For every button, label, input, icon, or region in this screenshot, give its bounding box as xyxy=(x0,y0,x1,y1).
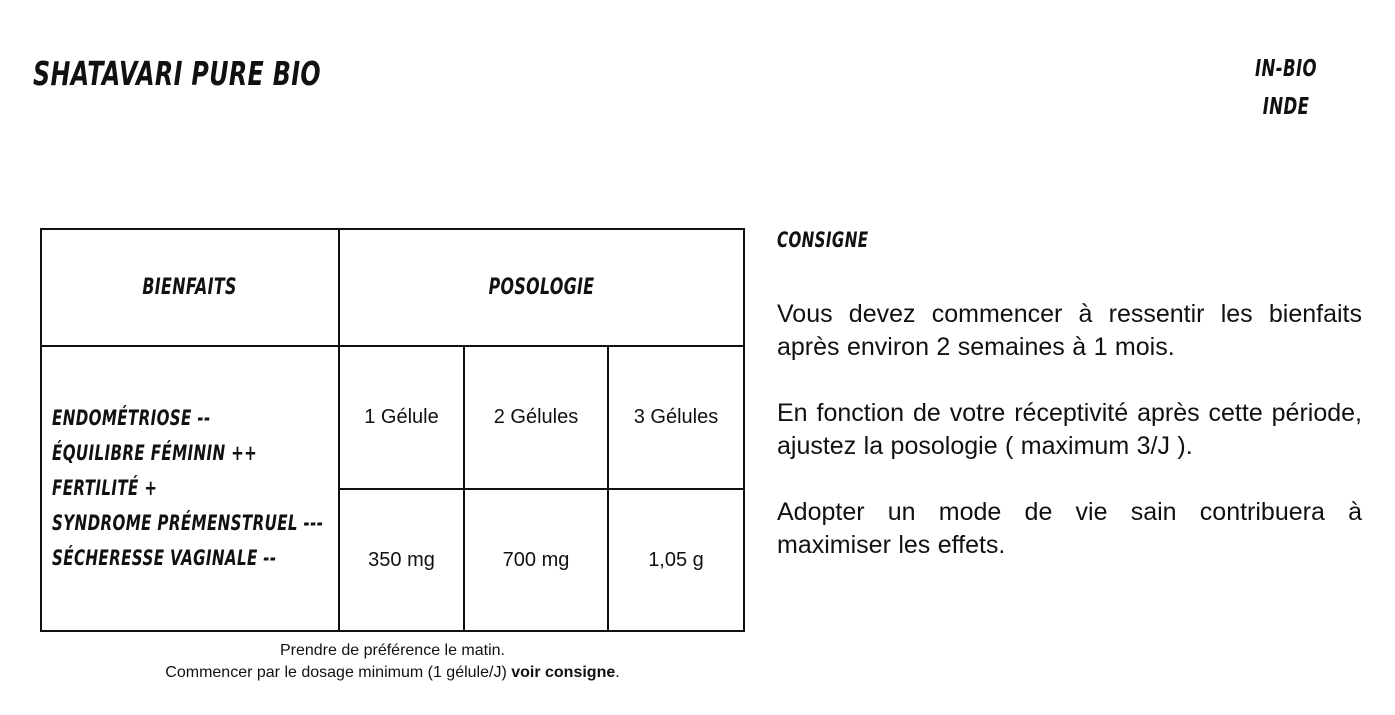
benefit-item: ÉQUILIBRE FÉMININ ++ xyxy=(52,441,258,465)
product-title: SHATAVARI PURE BIO xyxy=(33,54,321,93)
see-instructions-link: voir consigne xyxy=(511,664,616,681)
capsule-count: 1 Gélule xyxy=(364,406,439,428)
header-dosage: POSOLOGIE xyxy=(488,275,595,300)
footnote-line-1: Prendre de préférence le matin. xyxy=(279,642,505,659)
capsule-cell-2 xyxy=(465,347,609,490)
benefit-item: SÉCHERESSE VAGINALE -- xyxy=(52,546,277,570)
instructions-paragraph: Vous devez commencer à ressentir les bienfaits après environ 2 semaines à 1 mois. xyxy=(777,300,1362,361)
capsule-cell-1 xyxy=(340,347,465,490)
capsule-count: 3 Gélules xyxy=(633,406,719,428)
footnote-text: Commencer par le dosage minimum (1 gélule/J) xyxy=(165,664,507,681)
header-benefits-cell xyxy=(42,230,340,347)
amount-value: 700 mg xyxy=(502,548,570,571)
footnote-period: . xyxy=(615,664,620,681)
capsule-cell-3 xyxy=(609,347,743,490)
benefits-cell xyxy=(42,347,340,630)
brand-label: IN-BIO xyxy=(1255,56,1317,82)
header-benefits: BIENFAITS xyxy=(142,275,238,300)
amount-value: 350 mg xyxy=(368,548,435,571)
amount-cell-1 xyxy=(340,490,465,630)
instructions-title: CONSIGNE xyxy=(777,228,869,252)
instructions-paragraph: Adopter un mode de vie sain contribuera à maximiser les effets. xyxy=(777,498,1362,559)
benefit-item: SYNDROME PRÉMENSTRUEL --- xyxy=(52,511,324,535)
benefit-item: FERTILITÉ + xyxy=(52,476,158,500)
origin-country: INDE xyxy=(1262,94,1310,120)
footnote-line-2 xyxy=(40,662,745,684)
footnote xyxy=(40,640,745,684)
amount-cell-2 xyxy=(465,490,609,630)
dosage-table xyxy=(40,228,745,632)
instructions-body xyxy=(777,298,1362,595)
benefit-item: ENDOMÉTRIOSE -- xyxy=(52,406,211,430)
header-dosage-cell xyxy=(340,230,743,347)
instructions-paragraph: En fonction de votre réceptivité après cette période, ajustez la posologie ( maximum 3/J ). xyxy=(777,399,1362,460)
origin-block xyxy=(1238,50,1334,126)
amount-cell-3 xyxy=(609,490,743,630)
amount-value: 1,05 g xyxy=(648,548,704,571)
capsule-count: 2 Gélules xyxy=(493,406,579,428)
